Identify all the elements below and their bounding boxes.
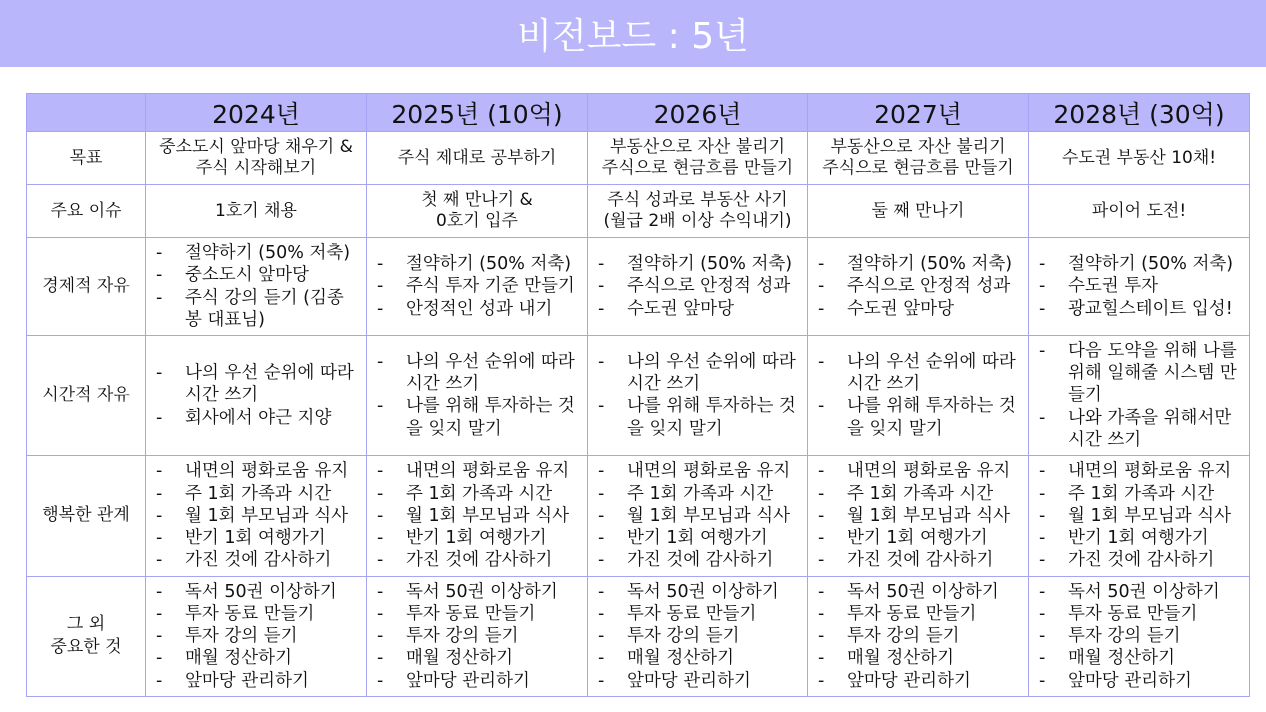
- list-item: - 반기 1회 여행가기: [377, 527, 581, 549]
- row-goal: [27, 132, 1250, 185]
- year-header-2028: 2028년 (30억): [1029, 94, 1250, 132]
- bullet-list: [808, 253, 1028, 320]
- other-cell-2027: [808, 576, 1029, 696]
- cell-text: 부동산으로 자산 불리기 주식으로 현금흐름 만들기: [601, 137, 794, 179]
- list-item: - 절약하기 (50% 저축): [818, 253, 1022, 275]
- time-cell-2024: [146, 335, 367, 455]
- cell-text: 첫 째 만나기 & 0호기 입주: [421, 190, 533, 232]
- relations-cell-2025: [367, 456, 588, 576]
- row-other-important: [27, 576, 1250, 696]
- list-item: - 광교힐스테이트 입성!: [1039, 298, 1243, 320]
- issue-cell-2024: [146, 185, 367, 238]
- title-banner: [0, 0, 1266, 67]
- other-cell-2025: [367, 576, 588, 696]
- bullet-list: [1029, 460, 1249, 571]
- list-item: - 주식 강의 듣기 (김종봉 대표님): [156, 287, 360, 331]
- list-item: - 독서 50권 이상하기: [1039, 581, 1243, 603]
- list-item: - 내면의 평화로움 유지: [377, 460, 581, 482]
- list-item: - 반기 1회 여행가기: [598, 527, 801, 549]
- bullet-list: [1029, 581, 1249, 692]
- goal-cell-2025: [367, 132, 588, 185]
- bullet-list: [367, 460, 587, 571]
- row-label-text: 그 외 중요한 것: [50, 614, 122, 658]
- list-item: - 투자 강의 듣기: [598, 625, 801, 647]
- relations-cell-2027: [808, 456, 1029, 576]
- year-header-2024: 2024년: [146, 94, 367, 132]
- list-item: - 가진 것에 감사하기: [377, 549, 581, 571]
- list-item: - 가진 것에 감사하기: [598, 549, 801, 571]
- cell-text: 부동산으로 자산 불리기 주식으로 현금흐름 만들기: [822, 137, 1014, 179]
- row-happy-relations: [27, 456, 1250, 576]
- row-label-main-issue: 주요 이슈: [27, 185, 146, 238]
- year-header-row: [27, 94, 1250, 132]
- time-cell-2025: [367, 335, 588, 455]
- list-item: - 주 1회 가족과 시간: [1039, 483, 1243, 505]
- year-header-2026: 2026년: [588, 94, 808, 132]
- list-item: - 투자 동료 만들기: [156, 603, 360, 625]
- list-item: - 주식 투자 기준 만들기: [377, 275, 581, 297]
- list-item: - 나의 우선 순위에 따라 시간 쓰기: [598, 351, 801, 395]
- relations-cell-2024: [146, 456, 367, 576]
- list-item: - 월 1회 부모님과 식사: [818, 505, 1022, 527]
- list-item: - 가진 것에 감사하기: [1039, 549, 1243, 571]
- list-item: - 가진 것에 감사하기: [156, 549, 360, 571]
- list-item: - 앞마당 관리하기: [377, 670, 581, 692]
- list-item: - 앞마당 관리하기: [818, 670, 1022, 692]
- list-item: - 주 1회 가족과 시간: [377, 483, 581, 505]
- bullet-list: [1029, 253, 1249, 320]
- list-item: - 독서 50권 이상하기: [377, 581, 581, 603]
- list-item: - 내면의 평화로움 유지: [1039, 460, 1243, 482]
- list-item: - 월 1회 부모님과 식사: [156, 505, 360, 527]
- relations-cell-2026: [588, 456, 808, 576]
- list-item: - 주 1회 가족과 시간: [818, 483, 1022, 505]
- time-cell-2026: [588, 335, 808, 455]
- bullet-list: [808, 581, 1028, 692]
- bullet-list: [367, 351, 587, 440]
- bullet-list: [146, 581, 366, 692]
- list-item: - 반기 1회 여행가기: [156, 527, 360, 549]
- bullet-list: [146, 362, 366, 429]
- list-item: - 나의 우선 순위에 따라 시간 쓰기: [818, 351, 1022, 395]
- list-item: - 절약하기 (50% 저축): [377, 253, 581, 275]
- list-item: - 절약하기 (50% 저축): [1039, 253, 1243, 275]
- time-cell-2028: [1029, 335, 1250, 455]
- list-item: - 월 1회 부모님과 식사: [598, 505, 801, 527]
- bullet-list: [367, 581, 587, 692]
- list-item: - 월 1회 부모님과 식사: [1039, 505, 1243, 527]
- cell-text: 둘 째 만나기: [871, 200, 965, 221]
- list-item: - 내면의 평화로움 유지: [156, 460, 360, 482]
- list-item: - 수도권 앞마당: [818, 298, 1022, 320]
- row-label-other-important: [27, 576, 146, 696]
- list-item: - 매월 정산하기: [818, 647, 1022, 669]
- list-item: - 독서 50권 이상하기: [818, 581, 1022, 603]
- issue-cell-2028: [1029, 185, 1250, 238]
- list-item: - 나를 위해 투자하는 것을 잊지 말기: [598, 395, 801, 439]
- list-item: - 절약하기 (50% 저축): [156, 242, 360, 264]
- time-cell-2027: [808, 335, 1029, 455]
- list-item: - 수도권 앞마당: [598, 298, 801, 320]
- bullet-list: [1029, 340, 1249, 451]
- bullet-list: [588, 351, 807, 440]
- list-item: - 투자 강의 듣기: [377, 625, 581, 647]
- cell-text: 수도권 부동산 10채!: [1061, 147, 1217, 168]
- financial-cell-2026: [588, 238, 808, 335]
- other-cell-2026: [588, 576, 808, 696]
- goal-cell-2026: [588, 132, 808, 185]
- cell-text: 1호기 채용: [215, 200, 297, 221]
- list-item: - 반기 1회 여행가기: [1039, 527, 1243, 549]
- financial-cell-2028: [1029, 238, 1250, 335]
- list-item: - 투자 강의 듣기: [818, 625, 1022, 647]
- other-cell-2024: [146, 576, 367, 696]
- header-corner-cell: [27, 94, 146, 132]
- list-item: - 회사에서 야근 지양: [156, 407, 360, 429]
- bullet-list: [367, 253, 587, 320]
- bullet-list: [146, 460, 366, 571]
- list-item: - 투자 동료 만들기: [818, 603, 1022, 625]
- row-label-goal: 목표: [27, 132, 146, 185]
- list-item: - 매월 정산하기: [156, 647, 360, 669]
- list-item: - 내면의 평화로움 유지: [598, 460, 801, 482]
- list-item: - 독서 50권 이상하기: [598, 581, 801, 603]
- list-item: - 안정적인 성과 내기: [377, 298, 581, 320]
- list-item: - 반기 1회 여행가기: [818, 527, 1022, 549]
- list-item: - 월 1회 부모님과 식사: [377, 505, 581, 527]
- list-item: - 앞마당 관리하기: [1039, 670, 1243, 692]
- list-item: - 나를 위해 투자하는 것을 잊지 말기: [377, 395, 581, 439]
- list-item: - 매월 정산하기: [598, 647, 801, 669]
- list-item: - 나를 위해 투자하는 것을 잊지 말기: [818, 395, 1022, 439]
- row-label-happy-relations: 행복한 관계: [27, 456, 146, 576]
- bullet-list: [588, 581, 807, 692]
- list-item: - 투자 동료 만들기: [598, 603, 801, 625]
- goal-cell-2024: [146, 132, 367, 185]
- issue-cell-2025: [367, 185, 588, 238]
- list-item: - 수도권 투자: [1039, 275, 1243, 297]
- list-item: - 앞마당 관리하기: [156, 670, 360, 692]
- list-item: - 절약하기 (50% 저축): [598, 253, 801, 275]
- list-item: - 나와 가족을 위해서만 시간 쓰기: [1039, 407, 1243, 451]
- row-main-issue: [27, 185, 1250, 238]
- row-time-freedom: [27, 335, 1250, 455]
- year-header-2025: 2025년 (10억): [367, 94, 588, 132]
- row-financial-freedom: [27, 238, 1250, 335]
- goal-cell-2028: [1029, 132, 1250, 185]
- vision-board-table: [26, 93, 1250, 697]
- bullet-list: [808, 351, 1028, 440]
- financial-cell-2027: [808, 238, 1029, 335]
- list-item: - 매월 정산하기: [377, 647, 581, 669]
- list-item: - 주식으로 안정적 성과: [818, 275, 1022, 297]
- other-cell-2028: [1029, 576, 1250, 696]
- bullet-list: [808, 460, 1028, 571]
- issue-cell-2027: [808, 185, 1029, 238]
- page-title: 비전보드 : 5년: [517, 16, 749, 57]
- list-item: - 다음 도약을 위해 나를 위해 일해줄 시스템 만들기: [1039, 340, 1243, 407]
- list-item: - 가진 것에 감사하기: [818, 549, 1022, 571]
- relations-cell-2028: [1029, 456, 1250, 576]
- list-item: - 나의 우선 순위에 따라 시간 쓰기: [377, 351, 581, 395]
- list-item: - 앞마당 관리하기: [598, 670, 801, 692]
- list-item: - 투자 동료 만들기: [377, 603, 581, 625]
- bullet-list: [588, 253, 807, 320]
- financial-cell-2025: [367, 238, 588, 335]
- list-item: - 매월 정산하기: [1039, 647, 1243, 669]
- goal-cell-2027: [808, 132, 1029, 185]
- list-item: - 주 1회 가족과 시간: [156, 483, 360, 505]
- bullet-list: [588, 460, 807, 571]
- list-item: - 나의 우선 순위에 따라 시간 쓰기: [156, 362, 360, 406]
- cell-text: 파이어 도전!: [1091, 200, 1187, 221]
- issue-cell-2026: [588, 185, 808, 238]
- list-item: - 주식으로 안정적 성과: [598, 275, 801, 297]
- financial-cell-2024: [146, 238, 367, 335]
- list-item: - 투자 강의 듣기: [1039, 625, 1243, 647]
- cell-text: 주식 제대로 공부하기: [397, 147, 557, 168]
- row-label-time-freedom: 시간적 자유: [27, 335, 146, 455]
- cell-text: 주식 성과로 부동산 사기 (월급 2배 이상 수익내기): [603, 190, 792, 232]
- list-item: - 투자 동료 만들기: [1039, 603, 1243, 625]
- list-item: - 내면의 평화로움 유지: [818, 460, 1022, 482]
- row-label-financial-freedom: 경제적 자유: [27, 238, 146, 335]
- list-item: - 주 1회 가족과 시간: [598, 483, 801, 505]
- year-header-2027: 2027년: [808, 94, 1029, 132]
- bullet-list: [146, 242, 366, 331]
- cell-text: 중소도시 앞마당 채우기 & 주식 시작해보기: [159, 137, 353, 179]
- list-item: - 투자 강의 듣기: [156, 625, 360, 647]
- list-item: - 독서 50권 이상하기: [156, 581, 360, 603]
- list-item: - 중소도시 앞마당: [156, 264, 360, 286]
